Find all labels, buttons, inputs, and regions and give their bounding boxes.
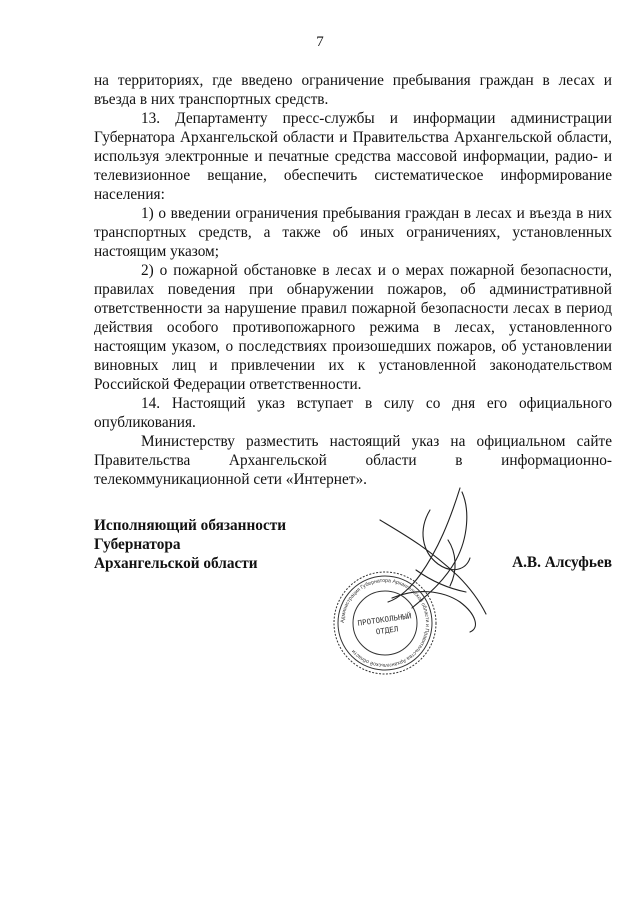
stamp-center-text: ПРОТОКОЛЬНЫЙ <box>357 611 412 628</box>
signatory-title-line: Исполняющий обязанности <box>94 517 287 534</box>
signatory-name: А.В. Алсуфьев <box>512 554 612 571</box>
stamp-center-text: ОТДЕЛ <box>375 624 399 637</box>
paragraph: Министерству разместить настоящий указ на официальном сайте Правительства Архангельской области в информационно-телекоммуникационной сети «Интернет». <box>94 433 612 488</box>
document-body <box>94 71 612 489</box>
signatory-title-line: Губернатора <box>94 536 181 553</box>
page-number: 7 <box>316 34 324 50</box>
signatory-title <box>94 516 286 573</box>
paragraph: на территориях, где введено ограничение пребывания граждан в лесах и въезда в них транспортных средств. <box>94 72 612 108</box>
paragraph: 14. Настоящий указ вступает в силу со дня его официального опубликования. <box>94 395 612 431</box>
paragraph: 2) о пожарной обстановке в лесах и о мерах пожарной безопасности, правилах поведения при обнаружении пожаров, об административной ответственности за нарушение правил пожарной безопасности лесах в период действия особого противопожарного режима в лесах, установленного настоящим указом, о последствиях произошедших пожаров, об установлении виновных лиц и привлечении их к установленной законодательством Российской Федерации ответственности. <box>94 262 612 393</box>
paragraph: 13. Департаменту пресс-службы и информации администрации Губернатора Архангельской области и Правительства Архангельской области, используя электронные и печатные средства массовой информации, радио- и телевизионное вещание, обеспечить систематическое информирование населения: <box>94 110 612 203</box>
official-stamp <box>330 568 440 678</box>
paragraph: 1) о введении ограничения пребывания граждан в лесах и въезда в них транспортных средств, а также об иных ограничениях, установленных настоящим указом; <box>94 205 612 260</box>
stamp-ring-text: Администрация Губернатора Архангельской области и Правительства Архангельской области <box>339 577 431 669</box>
signatory-title-line: Архангельской области <box>94 555 258 572</box>
